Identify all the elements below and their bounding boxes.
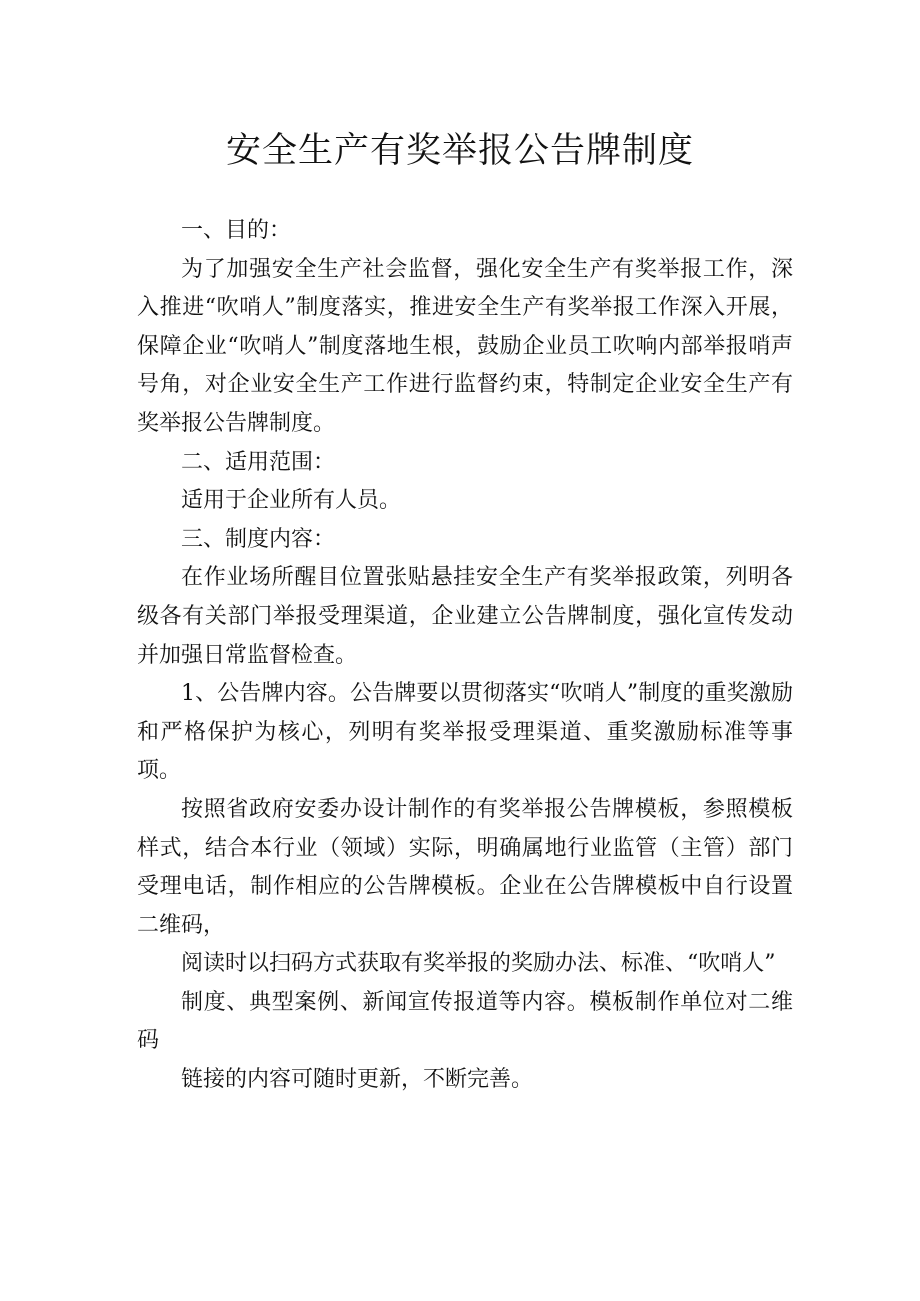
- paragraph-qr-update: 链接的内容可随时更新，不断完善。: [181, 1067, 534, 1093]
- section-heading-scope: 二、适用范围：: [181, 449, 336, 475]
- paragraph-qr-reading: 阅读时以扫码方式获取有奖举报的奖励办法、标准、“吹哨人”: [181, 951, 776, 977]
- section-heading-purpose: 一、目的：: [181, 218, 292, 243]
- section-heading-content: 三、制度内容：: [181, 526, 336, 552]
- paragraph-purpose: 为了加强安全生产社会监督，强化安全生产有奖举报工作，深入推进“吹哨人”制度落实，推进安全生产有奖举报工作深入开展，保障企业“吹哨人”制度落地生根，鼓励企业员工吹响内部举报哨声号角，对企业安全生产工作进行监督约束，特制定企业安全生产有奖举报公告牌制度。: [137, 256, 793, 436]
- paragraph-content-intro: 在作业场所醒目位置张贴悬挂安全生产有奖举报政策，列明各级各有关部门举报受理渠道，企业建立公告牌制度，强化宣传发动并加强日常监督检查。: [137, 565, 793, 668]
- document-body: [137, 212, 793, 1100]
- paragraph-qr-content: 制度、典型案例、新闻宣传报道等内容。模板制作单位对二维码: [137, 989, 793, 1054]
- document-title: 安全生产有奖举报公告牌制度: [225, 131, 694, 171]
- paragraph-scope: 适用于企业所有人员。: [181, 488, 402, 514]
- paragraph-item-1: 1、公告牌内容。公告牌要以贯彻落实“吹哨人”制度的重奖激励和严格保护为核心，列明有奖举报受理渠道、重奖激励标准等事项。: [137, 681, 793, 784]
- paragraph-template: 按照省政府安委办设计制作的有奖举报公告牌模板，参照模板样式，结合本行业（领域）实际，明确属地行业监管（主管）部门受理电话，制作相应的公告牌模板。企业在公告牌模板中自行设置二维码，: [137, 796, 793, 938]
